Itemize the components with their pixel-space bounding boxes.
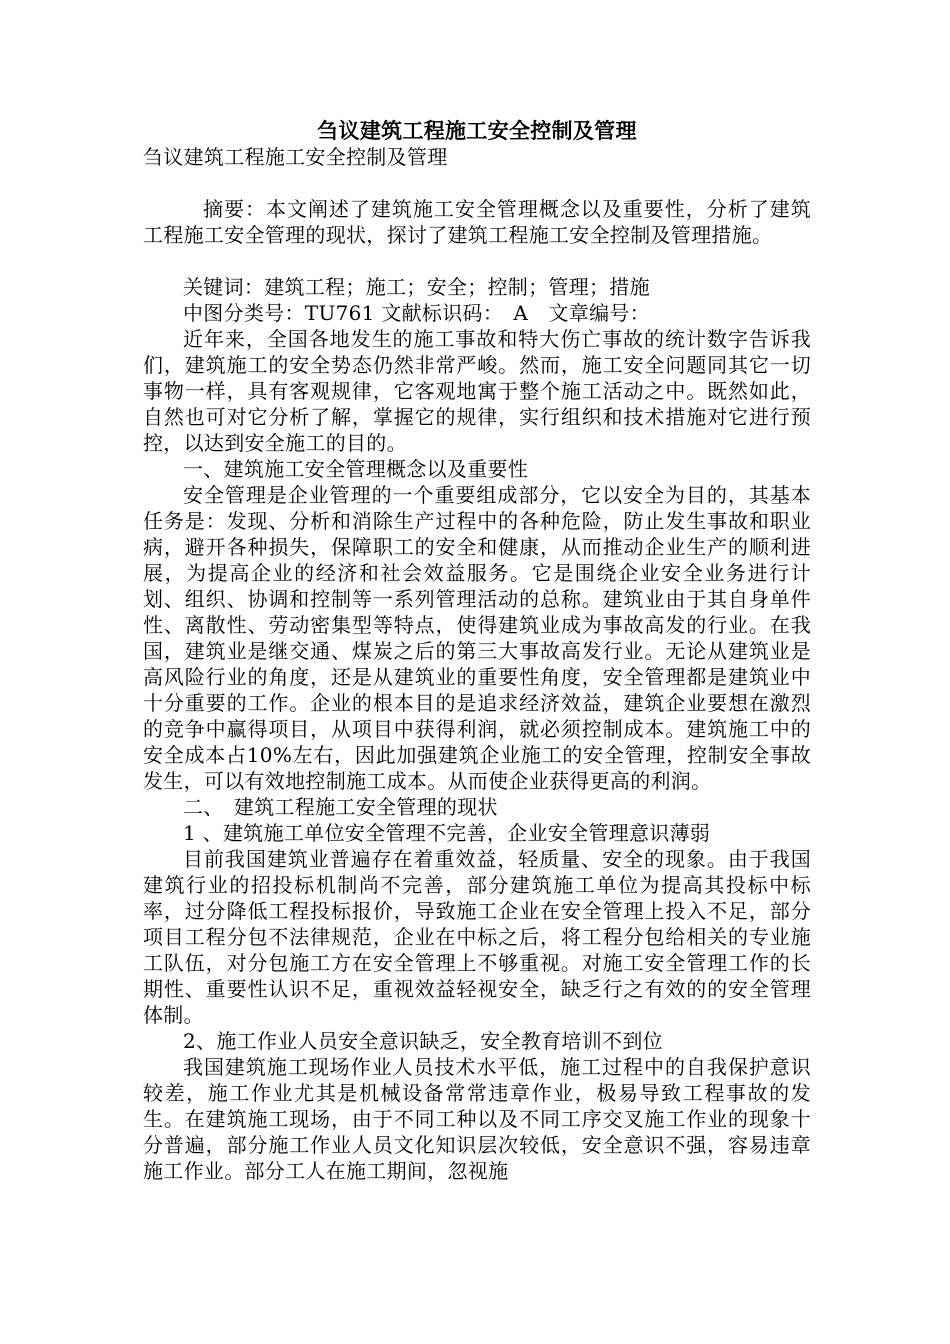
section-2-2-paragraph: 我国建筑施工现场作业人员技术水平低，施工过程中的自我保护意识较差，施工作业尤其是机械设备常常违章作业，极易导致工程事故的发生。在建筑施工现场，由于不同工种以及不同工序交叉施工作业的现象十分普遍，部分施工作业人员文化知识层次较低，安全意识不强，容易违章施工作业。部分工人在施工期间，忽视施 bbox=[143, 1055, 811, 1183]
abstract-paragraph: 摘要：本文阐述了建筑施工安全管理概念以及重要性，分析了建筑工程施工安全管理的现状，探讨了建筑工程施工安全控制及管理措施。 bbox=[143, 197, 811, 247]
keywords-line: 关键词：建筑工程；施工；安全；控制；管理；措施 bbox=[183, 275, 650, 299]
spacer bbox=[143, 170, 811, 196]
section-2-2-heading: 2、施工作业人员安全意识缺乏，安全教育培训不到位 bbox=[183, 1029, 663, 1053]
document-page bbox=[143, 118, 811, 1184]
section-2-heading: 二、 建筑工程施工安全管理的现状 bbox=[183, 795, 498, 819]
section-1-heading: 一、建筑施工安全管理概念以及重要性 bbox=[183, 457, 529, 481]
section-1-paragraph: 安全管理是企业管理的一个重要组成部分，它以安全为目的，其基本任务是：发现、分析和消除生产过程中的各种危险，防止发生事故和职业病，避开各种损失，保障职工的安全和健康，从而推动企业生产的顺利进展，为提高企业的经济和社会效益服务。它是围绕企业安全业务进行计划、组织、协调和控制等一系列管理活动的总称。建筑业由于其自身单件性、离散性、劳动密集型等特点，使得建筑业成为事故高发的行业。在我国，建筑业是继交通、煤炭之后的第三大事故高发行业。无论从建筑业是高风险行业的角度，还是从建筑业的重要性角度，安全管理都是建筑业中十分重要的工作。企业的根本目的是追求经济效益，建筑企业要想在激烈的竞争中赢得项目，从项目中获得利润，就必须控制成本。建筑施工中的安全成本占10%左右，因此加强建筑企业施工的安全管理，控制安全事故发生，可以有效地控制施工成本。从而使企业获得更高的利润。 bbox=[143, 483, 811, 793]
document-subtitle: 刍议建筑工程施工安全控制及管理 bbox=[143, 145, 448, 169]
classification-line: 中图分类号：TU761 文献标识码： A 文章编号： bbox=[183, 301, 650, 325]
spacer bbox=[143, 248, 811, 274]
section-2-1-heading: 1 、建筑施工单位安全管理不完善，企业安全管理意识薄弱 bbox=[183, 821, 711, 845]
document-title: 刍议建筑工程施工安全控制及管理 bbox=[317, 118, 637, 143]
section-2-1-paragraph: 目前我国建筑业普遍存在着重效益，轻质量、安全的现象。由于我国建筑行业的招投标机制尚不完善，部分建筑施工单位为提高其投标中标率，过分降低工程投标报价，导致施工企业在安全管理上投入不足，部分项目工程分包不法律规范，企业在中标之后，将工程分包给相关的专业施工队伍，对分包施工方在安全管理上不够重视。对施工安全管理工作的长期性、重要性认识不足，重视效益轻视安全，缺乏行之有效的的安全管理体制。 bbox=[143, 847, 811, 1027]
intro-paragraph: 近年来，全国各地发生的施工事故和特大伤亡事故的统计数字告诉我们，建筑施工的安全势态仍然非常严峻。然而，施工安全问题同其它一切事物一样，具有客观规律，它客观地寓于整个施工活动之中。既然如此，自然也可对它分析了解，掌握它的规律，实行组织和技术措施对它进行预控，以达到安全施工的目的。 bbox=[143, 327, 811, 455]
